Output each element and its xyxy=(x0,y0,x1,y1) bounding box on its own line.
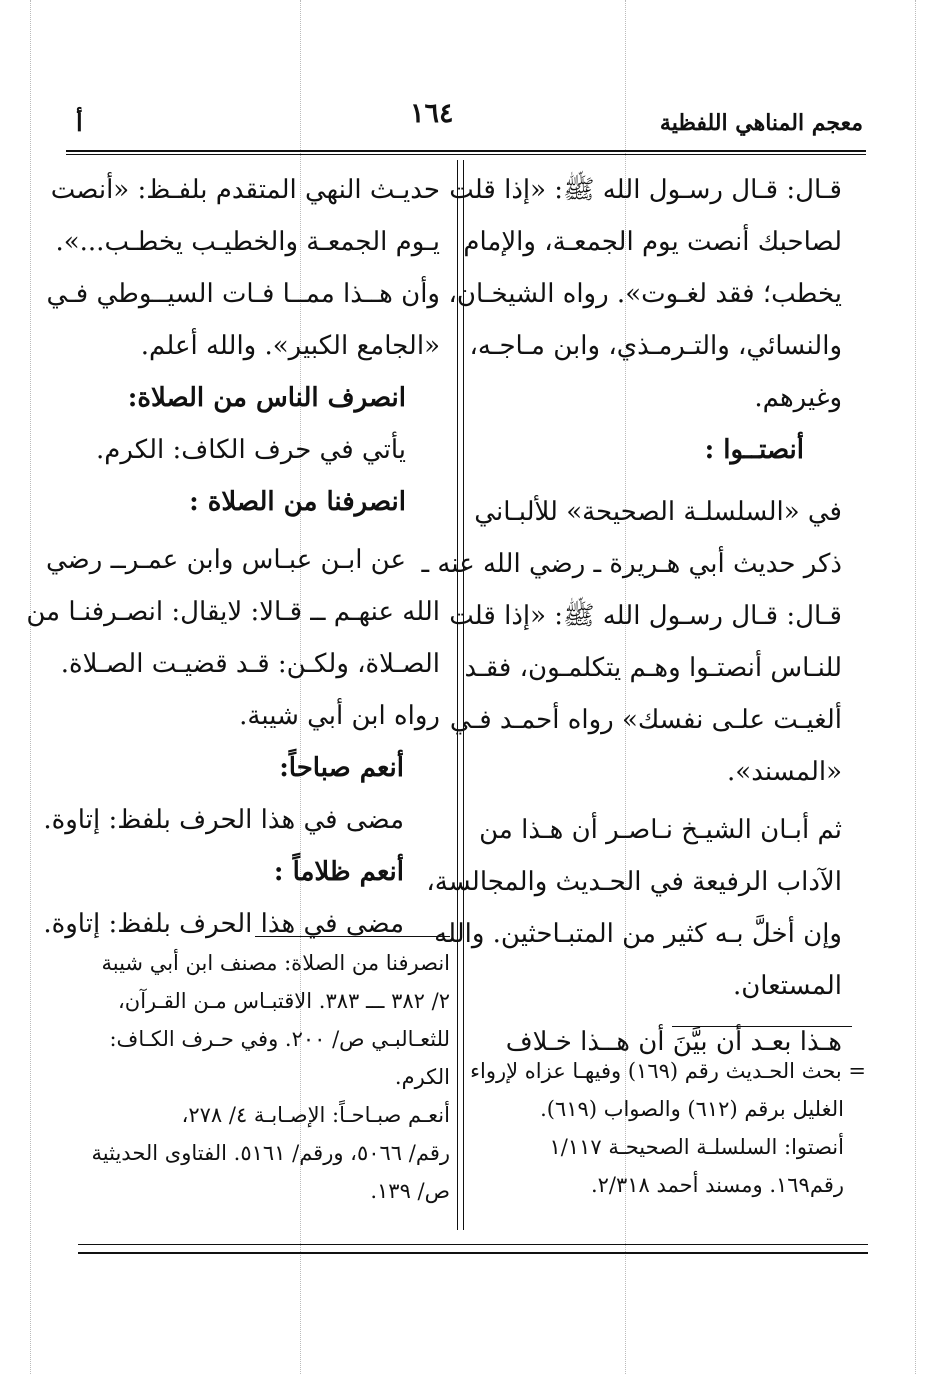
text-line: ثم أبـان الشيـخ نـاصـر أن هـذا من xyxy=(479,815,842,845)
header-rule-inner xyxy=(66,154,866,155)
scan-guide-line xyxy=(30,0,31,1374)
text-line: للنـاس أنصتـوا وهـم يتكلمـون، فقـد xyxy=(464,653,842,683)
footer-rule xyxy=(78,1244,868,1245)
entry-heading: أنعم صباحاً: xyxy=(279,753,404,783)
footnote-line: أنصتوا: السلسلـة الصحيحـة ١/١١٧ xyxy=(549,1135,844,1159)
text-line: يـوم الجمعـة والخطيـب يخطـب...». xyxy=(55,227,440,257)
text-line: الآداب الرفيعة في الحـديث والمجالسة، xyxy=(426,867,842,897)
text-line: وغيرهم. xyxy=(754,383,842,413)
scan-guide-line xyxy=(915,0,916,1374)
text-line: الصـلاة، ولكـن: قـد قضيـت الصـلاة. xyxy=(60,649,440,679)
left-column-text xyxy=(26,164,440,950)
footnote-line: ص/ ١٣٩. xyxy=(370,1179,450,1203)
text-line: «المسند». xyxy=(727,757,842,787)
text-line: المستعان. xyxy=(732,971,842,1001)
text-line: مضى في هذا الحرف بلفظ: إتاوة. xyxy=(43,805,404,835)
footnote-line: للثعـالبـي ص/ ٢٠٠. وفي حـرف الكـاف: xyxy=(109,1027,450,1051)
text-line: قـال: قـال رسـول الله ﷺ: «إذا قلت xyxy=(449,601,842,631)
text-line: وإن أخلَّ بـه كثير من المتبـاحثين. والله xyxy=(434,919,842,949)
text-line: حديـث النهي المتقدم بلفـظ: «أنصت xyxy=(50,175,440,205)
text-line: مضى في هذا الحرف بلفظ: إتاوة. xyxy=(43,909,404,939)
right-footnotes xyxy=(470,1052,866,1204)
page-header xyxy=(0,96,943,146)
text-line: وأن هــذا ممــا فـات السيــوطي فـي xyxy=(46,279,440,309)
text-line: ألغيـت علـى نفسك» رواه أحمـد فـي xyxy=(449,705,842,735)
side-letter: أ xyxy=(76,108,83,137)
text-line: ذكر حديث أبي هـريرة ـ رضي الله عنه ـ xyxy=(421,549,842,579)
text-line: يأتي في حرف الكاف: الكرم. xyxy=(96,435,406,465)
footnote-line: = بحث الحـديث رقم (١٦٩) وفيهـا عزاه لإرواء xyxy=(470,1059,866,1083)
footnote-line: ٢/ ٣٨٢ ـــ ٣٨٣. الاقتبـاس مـن القـرآن، xyxy=(118,989,450,1013)
left-footnotes xyxy=(70,944,450,1210)
footnote-line: رقم/ ٥٠٦٦، ورقم/ ٥١٦١. الفتاوى الحديثية xyxy=(91,1141,450,1165)
text-line: في «السلسلـة الصحيحة» للألبـاني xyxy=(474,497,842,527)
header-rule xyxy=(66,150,866,152)
text-line: رواه ابن أبي شيبة. xyxy=(239,701,440,731)
book-title: معجم المناهي اللفظية xyxy=(659,110,863,136)
footnote-line: الغليل برقم (٦١٢) والصواب (٦١٩). xyxy=(540,1097,844,1121)
entry-heading: أنصتــوا : xyxy=(704,435,804,465)
entry-heading: انصرفنا من الصلاة : xyxy=(189,487,406,517)
page-number: ١٦٤ xyxy=(410,98,454,129)
text-line: لصاحبك أنصت يوم الجمعـة، والإمام xyxy=(463,227,842,257)
text-line: «الجامع الكبير». والله أعلم. xyxy=(140,331,440,361)
footnote-line: انصرفنا من الصلاة: مصنف ابن أبي شيبة xyxy=(101,951,450,975)
text-line: هـذا بعـد أن بيَّنَ أن هــذا خـلاف xyxy=(505,1027,842,1057)
text-line: والنسائي، والتـرمـذي، وابن مـاجـه، xyxy=(469,331,842,361)
entry-heading: أنعم ظلاماً : xyxy=(273,857,404,887)
entry-heading: انصرف الناس من الصلاة: xyxy=(127,383,406,413)
footnote-line: رقم١٦٩. ومسند أحمد ٢/٣١٨. xyxy=(590,1173,844,1197)
right-column-text xyxy=(421,164,842,1068)
text-line: قـال: قـال رسـول الله ﷺ: «إذا قلت xyxy=(449,175,842,205)
footer-rule-outer xyxy=(78,1252,868,1254)
footnote-line: أنعـم صبـاحـاً: الإصـابـة ٤/ ٢٧٨، xyxy=(181,1103,450,1127)
footnote-line: الكرم. xyxy=(394,1065,450,1089)
text-line: عن ابـن عبـاس وابن عمـرــ رضي xyxy=(46,545,406,575)
text-line: الله عنهـم ــ قـالا: لايقال: انصـرفنـا من xyxy=(26,597,440,627)
text-line: يخطب؛ فقد لغـوت». رواه الشيخـان، xyxy=(448,279,842,309)
